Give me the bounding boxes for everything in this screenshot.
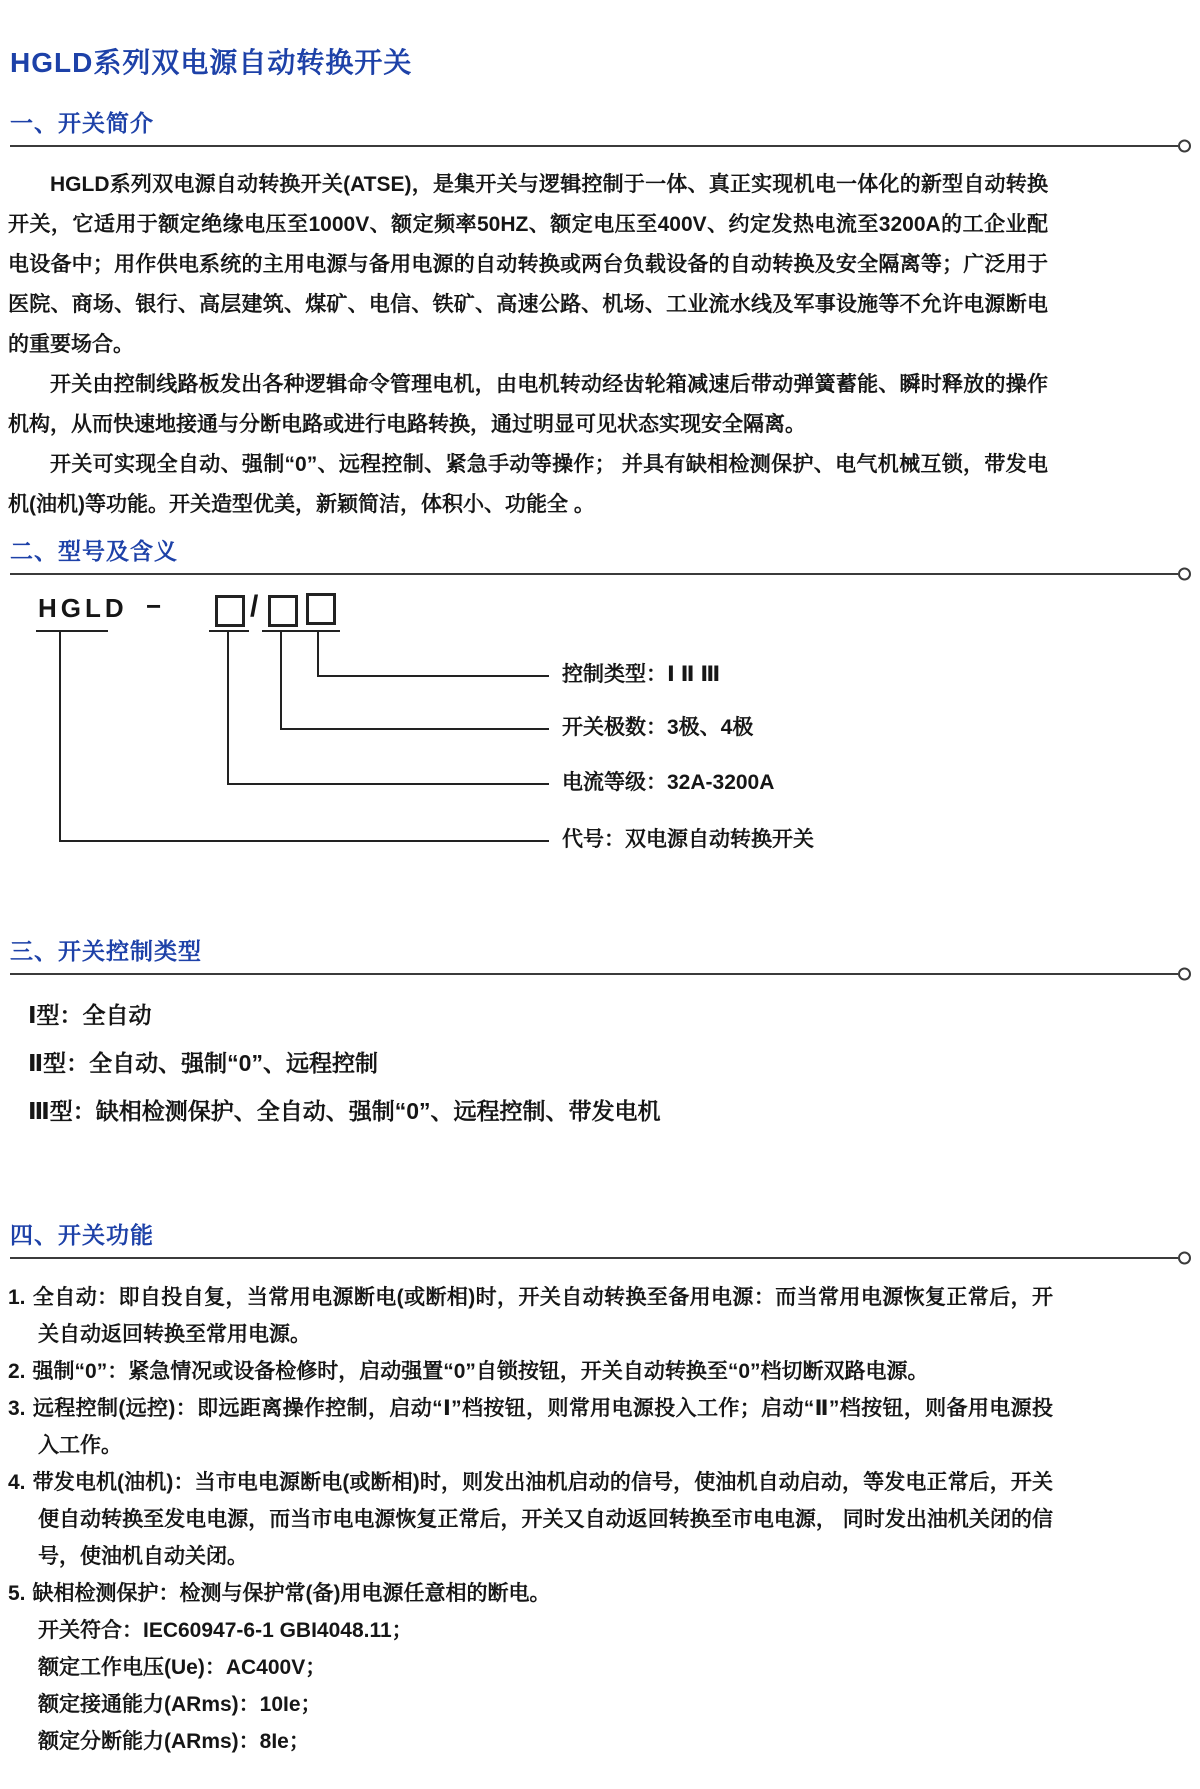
section-3-rule xyxy=(10,973,1178,975)
model-box-pole-count xyxy=(268,595,298,627)
rule-end-circle xyxy=(1178,1252,1191,1265)
function-item-number: 2. xyxy=(8,1360,26,1383)
spec-line-breaking-capacity: 额定分断能力(ARms)：8Ie； xyxy=(38,1730,310,1753)
function-item-3 xyxy=(8,1390,1053,1464)
underline-model-prefix xyxy=(36,630,108,632)
page-title: HGLD系列双电源自动转换开关 xyxy=(10,47,413,78)
connector-stem-current-rating xyxy=(227,630,229,785)
connector-line-current-rating xyxy=(227,783,549,785)
section-4-heading: 四、开关功能 xyxy=(10,1222,154,1248)
diagram-label-control-type: 控制类型：Ⅰ Ⅱ Ⅲ xyxy=(562,663,721,686)
function-item-1 xyxy=(8,1279,1053,1353)
function-list xyxy=(8,1279,1053,1760)
rule-end-circle xyxy=(1178,140,1191,153)
section-control-types xyxy=(0,938,1200,1135)
spec-line-standard: 开关符合：IEC60947-6-1 GBI4048.11； xyxy=(38,1619,413,1642)
function-item-text: 全自动：即自投自复，当常用电源断电(或断相)时，开关自动转换至备用电源：而当常用电源恢复正常后，开关自动返回转换至常用电源。 xyxy=(32,1286,1053,1346)
intro-paragraph-2: 开关由控制线路板发出各种逻辑命令管理电机，由电机转动经齿轮箱减速后带动弹簧蓄能、瞬时释放的操作机构，从而快速地接通与分断电路或进行电路转换，通过明显可见状态实现安全隔离。 xyxy=(8,373,1048,436)
function-item-4 xyxy=(8,1464,1053,1575)
connector-line-designation xyxy=(59,840,549,842)
function-item-text: 缺相检测保护：检测与保护常(备)用电源任意相的断电。 xyxy=(32,1582,551,1605)
model-prefix: HGLD xyxy=(38,593,128,623)
diagram-label-designation: 代号：双电源自动转换开关 xyxy=(562,828,814,851)
control-type-list xyxy=(28,991,1200,1135)
section-1-rule xyxy=(10,145,1178,147)
function-item-2 xyxy=(8,1353,1053,1390)
model-dash: − xyxy=(146,591,162,621)
function-item-number: 1. xyxy=(8,1286,26,1309)
intro-paragraph-1: HGLD系列双电源自动转换开关(ATSE)，是集开关与逻辑控制于一体、真正实现机电一体化的新型自动转换开关，它适用于额定绝缘电压至1000V、额定频率50HZ、额定电压至400V、约定发热电流至3200A的工企业配电设备中；用作供电系统的主用电源与备用电源的自动转换或两台负载设备的自动转换及安全隔离等；广泛用于医院、商场、银行、高层建筑、煤矿、电信、铁矿、高速公路、机场、工业流水线及军事设施等不允许电源断电的重要场合。 xyxy=(8,173,1048,356)
model-box-control-type xyxy=(306,593,336,625)
type-item-2: Ⅱ型：全自动、强制“0”、远程控制 xyxy=(28,1050,378,1076)
underline-box-current-rating xyxy=(209,630,249,632)
diagram-label-current-rating: 电流等级：32A-3200A xyxy=(562,771,775,794)
section-3-heading: 三、开关控制类型 xyxy=(10,938,202,964)
function-item-number: 3. xyxy=(8,1397,26,1420)
diagram-label-pole-count: 开关极数：3极、4极 xyxy=(562,716,754,739)
connector-stem-control-type xyxy=(317,630,319,677)
intro-paragraph-3: 开关可实现全自动、强制“0”、远程控制、紧急手动等操作； 并具有缺相检测保护、电气机械互锁，带发电机(油机)等功能。开关造型优美，新颖简洁，体积小、功能全 。 xyxy=(8,453,1048,516)
underline-box-control-type xyxy=(300,630,340,632)
connector-line-pole-count xyxy=(280,728,549,730)
rule-end-circle xyxy=(1178,568,1191,581)
type-item-3: Ⅲ型：缺相检测保护、全自动、强制“0”、远程控制、带发电机 xyxy=(28,1098,661,1124)
connector-stem-designation xyxy=(59,630,61,842)
section-4-rule xyxy=(10,1257,1178,1259)
connector-line-control-type xyxy=(317,675,549,677)
function-item-number: 4. xyxy=(8,1471,26,1494)
section-model-meaning xyxy=(0,538,1200,938)
section-2-heading: 二、型号及含义 xyxy=(10,538,178,564)
section-functions xyxy=(0,1222,1200,1760)
underline-box-pole-count xyxy=(262,630,302,632)
type-item-1: Ⅰ型：全自动 xyxy=(28,1002,152,1028)
section-2-rule xyxy=(10,573,1178,575)
function-item-text: 远程控制(远控)：即远距离操作控制，启动“Ⅰ”档按钮，则常用电源投入工作；启动“Ⅱ”档按钮，则备用电源投入工作。 xyxy=(32,1397,1053,1457)
section-intro xyxy=(0,110,1200,525)
function-item-text: 强制“0”：紧急情况或设备检修时，启动强置“0”自锁按钮，开关自动转换至“0”档切断双路电源。 xyxy=(32,1360,929,1383)
spec-line-making-capacity: 额定接通能力(ARms)：10Ie； xyxy=(38,1693,322,1716)
intro-body xyxy=(8,165,1048,525)
function-item-number: 5. xyxy=(8,1582,26,1605)
function-item-5 xyxy=(8,1575,1053,1612)
model-box-current-rating xyxy=(215,595,245,627)
spec-line-rated-voltage: 额定工作电压(Ue)：AC400V； xyxy=(38,1656,327,1679)
model-slash: / xyxy=(250,590,259,623)
function-item-text: 带发电机(油机)：当市电电源断电(或断相)时，则发出油机启动的信号，使油机自动启动，等发电正常后，开关便自动转换至发电电源，而当市电电源恢复正常后，开关又自动返回转换至市电电源， 同时发出油机关闭的信号，使油机自动关闭。 xyxy=(32,1471,1053,1568)
connector-stem-pole-count xyxy=(280,630,282,730)
section-1-heading: 一、开关简介 xyxy=(10,110,154,136)
rule-end-circle xyxy=(1178,968,1191,981)
